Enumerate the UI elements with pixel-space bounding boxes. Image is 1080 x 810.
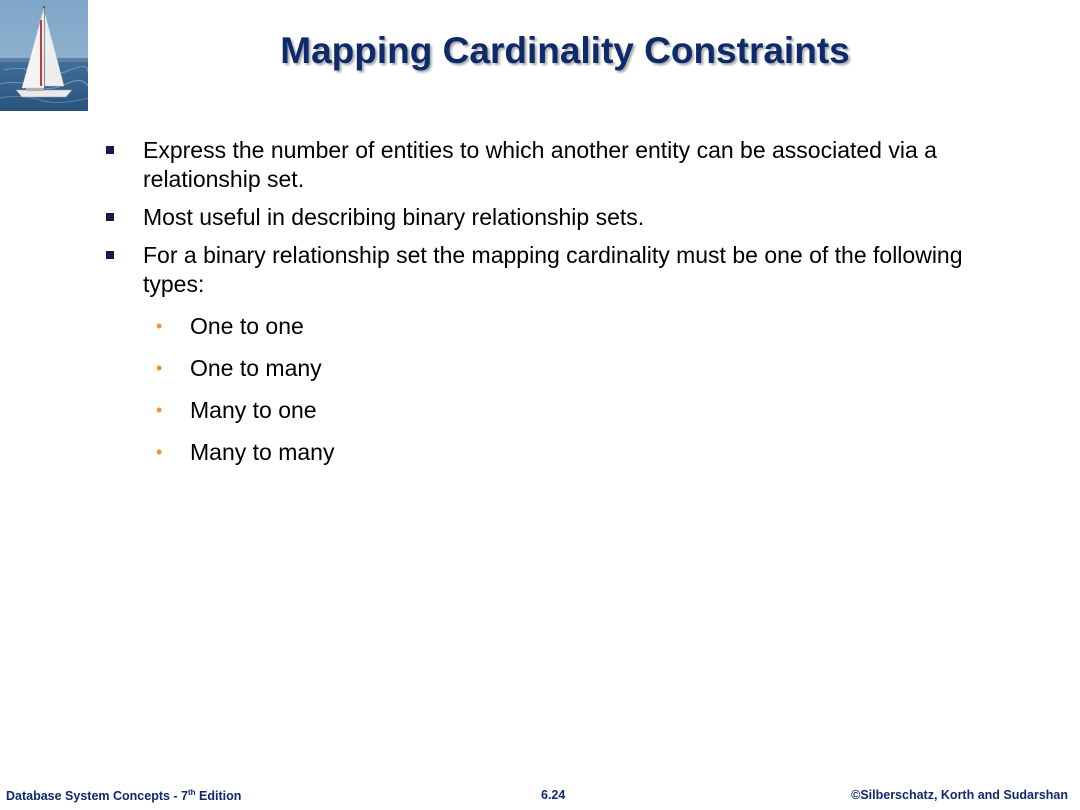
sub-bullet-item [98,312,998,341]
square-bullet-icon [106,213,114,221]
footer-copyright: ©Silberschatz, Korth and Sudarshan [851,788,1068,802]
sub-bullet-item [98,396,998,425]
sailboat-logo-icon [0,0,88,111]
bullet-item [98,241,998,299]
slide-content [98,136,998,480]
bullet-text: Express the number of entities to which another entity can be associated via a relationship set. [143,137,937,192]
footer-edition-word: Edition [195,789,242,804]
square-bullet-icon [106,146,114,154]
slide-title: Mapping Cardinality Constraints [280,30,850,71]
sub-bullet-text: Many to many [190,439,335,465]
sub-bullet-text: One to many [190,355,322,381]
bullet-item [98,136,998,194]
slide-footer [0,788,1080,808]
footer-book-title [6,788,241,803]
dot-bullet-icon: • [156,400,163,420]
bullet-text: Most useful in describing binary relationship sets. [143,204,645,230]
dot-bullet-icon: • [156,358,163,378]
footer-book-title-text: Database System Concepts - 7 [6,789,189,804]
footer-edition-superscript: th [188,788,196,797]
dot-bullet-icon: • [156,442,163,462]
sub-bullet-text: One to one [190,313,304,339]
dot-bullet-icon: • [156,316,163,336]
bullet-item [98,203,998,232]
footer-page-number: 6.24 [541,788,566,802]
square-bullet-icon [106,251,114,259]
sub-bullet-item [98,438,998,467]
bullet-text: For a binary relationship set the mapping cardinality must be one of the following types: [143,242,963,297]
sub-bullet-text: Many to one [190,397,317,423]
sub-bullet-item [98,354,998,383]
